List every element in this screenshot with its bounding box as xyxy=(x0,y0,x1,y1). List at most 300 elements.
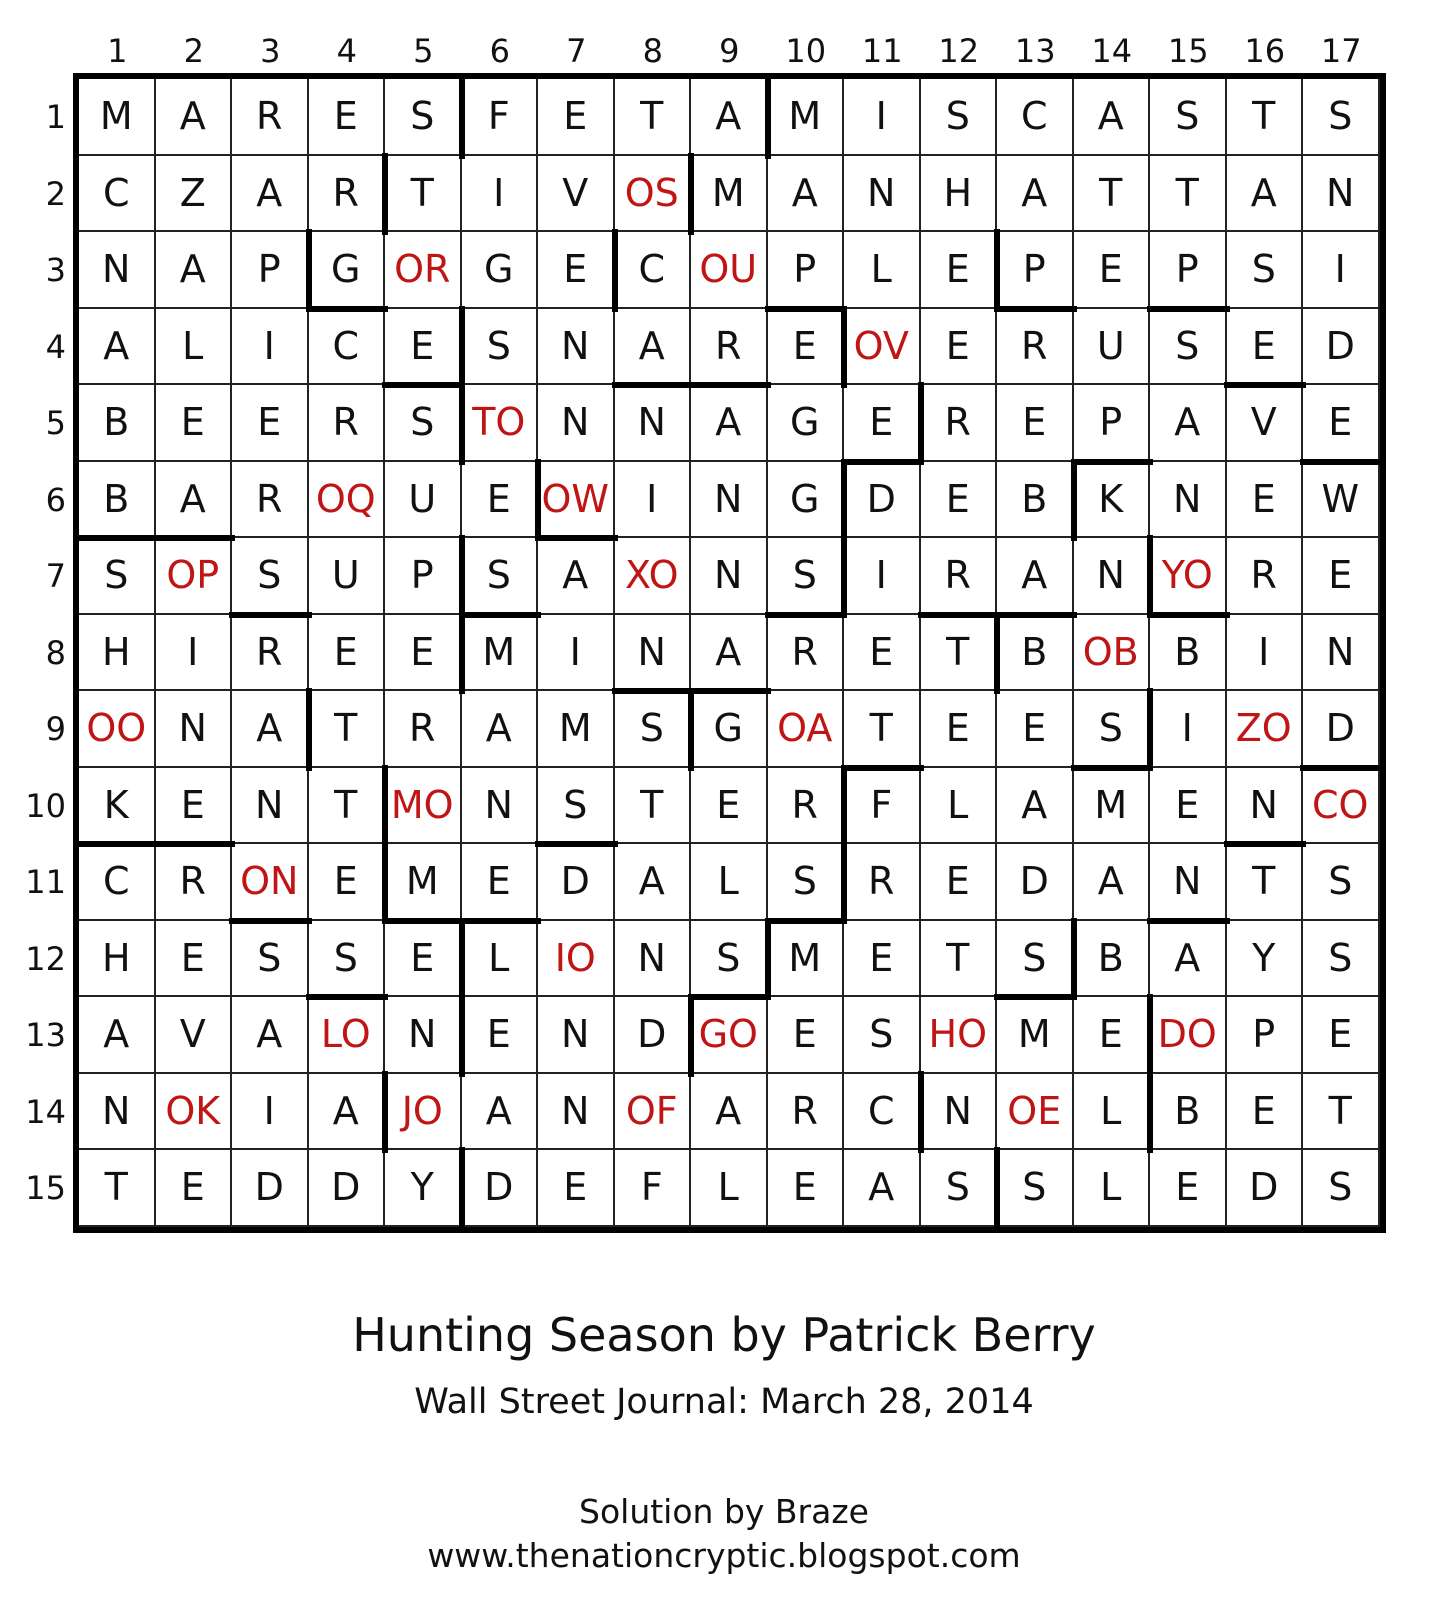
grid-cell: N xyxy=(1303,615,1380,692)
grid-cell: D xyxy=(997,844,1074,921)
thick-bar xyxy=(382,153,388,236)
grid-cell: P xyxy=(1074,385,1151,462)
grid-cell: OK xyxy=(156,1074,233,1151)
grid-cell: W xyxy=(1303,462,1380,539)
column-number: 8 xyxy=(642,32,663,70)
grid-cell: G xyxy=(768,462,845,539)
row-number: 2 xyxy=(45,174,66,213)
grid-cell: N xyxy=(232,768,309,845)
grid-cell: OS xyxy=(615,156,692,233)
thick-bar xyxy=(994,612,1077,618)
grid-cell: ON xyxy=(232,844,309,921)
grid-cell: N xyxy=(385,997,462,1074)
thick-bar xyxy=(994,612,1000,695)
grid-cell: A xyxy=(615,309,692,386)
grid-cell: HO xyxy=(921,997,998,1074)
thick-bar xyxy=(76,535,159,541)
grid-cell: N xyxy=(538,385,615,462)
grid-cell: V xyxy=(156,997,233,1074)
grid-cell: I xyxy=(1303,232,1380,309)
grid-cell: K xyxy=(1074,462,1151,539)
grid-cell: E xyxy=(462,997,539,1074)
grid-cell: E xyxy=(538,1150,615,1227)
thick-bar xyxy=(229,612,312,618)
row-number: 9 xyxy=(45,710,66,748)
grid-cell: D xyxy=(1303,309,1380,386)
thick-bar xyxy=(306,229,312,312)
grid-cell: N xyxy=(691,462,768,539)
grid-cell: T xyxy=(1074,156,1151,233)
grid-cell: OR xyxy=(385,232,462,309)
grid-cell: S xyxy=(1150,79,1227,156)
grid-cell: E xyxy=(538,232,615,309)
grid-cell: S xyxy=(538,768,615,845)
grid-cell: D xyxy=(615,997,692,1074)
grid-cell: M xyxy=(538,691,615,768)
grid-cell: MO xyxy=(385,768,462,845)
grid-cell: R xyxy=(232,79,309,156)
thick-bar xyxy=(1147,1071,1153,1154)
grid-cell: N xyxy=(1074,538,1151,615)
grid-cell: A xyxy=(309,1074,386,1151)
grid-cell: I xyxy=(462,156,539,233)
column-number: 7 xyxy=(566,32,587,70)
thick-bar xyxy=(1147,612,1230,618)
grid-cell: G xyxy=(768,385,845,462)
grid-cell: E xyxy=(232,385,309,462)
thick-bar xyxy=(306,994,389,1000)
grid-cell: H xyxy=(921,156,998,233)
grid-cell: A xyxy=(615,844,692,921)
column-number: 10 xyxy=(785,32,827,70)
grid-cell: Y xyxy=(1227,921,1304,998)
column-number: 13 xyxy=(1014,32,1056,70)
grid-cell: T xyxy=(385,156,462,233)
grid-cell: E xyxy=(385,615,462,692)
grid-cell: E xyxy=(1227,462,1304,539)
grid-cell: E xyxy=(921,232,998,309)
grid-cell: G xyxy=(691,691,768,768)
grid-cell: A xyxy=(1150,921,1227,998)
grid-cell: A xyxy=(462,691,539,768)
grid-cell: N xyxy=(615,615,692,692)
grid-cell: L xyxy=(921,768,998,845)
grid-cell: OF xyxy=(615,1074,692,1151)
grid-cell: U xyxy=(385,462,462,539)
grid-cell: E xyxy=(462,844,539,921)
grid-cell: L xyxy=(691,844,768,921)
puzzle-title: Hunting Season by Patrick Berry xyxy=(352,1308,1096,1362)
thick-bar xyxy=(306,306,389,312)
blog-url[interactable]: www.thenationcryptic.blogspot.com xyxy=(427,1536,1021,1575)
grid-cell: A xyxy=(79,309,156,386)
grid-cell: I xyxy=(615,462,692,539)
thick-bar xyxy=(1071,765,1154,771)
thick-bar xyxy=(1071,459,1077,542)
grid-cell: N xyxy=(615,385,692,462)
grid-cell: R xyxy=(691,309,768,386)
grid-cell: S xyxy=(462,309,539,386)
thick-bar xyxy=(765,76,771,159)
grid-cell: L xyxy=(1074,1074,1151,1151)
grid-cell: A xyxy=(1074,844,1151,921)
grid-cell: N xyxy=(615,921,692,998)
row-number: 13 xyxy=(25,1016,66,1054)
grid-cell: E xyxy=(1150,768,1227,845)
grid-cell: E xyxy=(385,921,462,998)
grid-cell: N xyxy=(156,691,233,768)
column-number: 14 xyxy=(1091,32,1133,70)
grid-cell: S xyxy=(385,79,462,156)
grid-cell: I xyxy=(844,79,921,156)
thick-bar xyxy=(918,612,1001,618)
grid-cell: E xyxy=(1074,232,1151,309)
grid-cell: E xyxy=(844,615,921,692)
thick-bar xyxy=(841,765,924,771)
grid-cell: S xyxy=(615,691,692,768)
grid-cell: C xyxy=(79,156,156,233)
thick-bar xyxy=(459,994,465,1077)
grid-cell: T xyxy=(1150,156,1227,233)
grid-cell: E xyxy=(1150,1150,1227,1227)
thick-bar xyxy=(841,535,847,618)
grid-cell: N xyxy=(538,1074,615,1151)
thick-bar xyxy=(535,459,541,542)
grid-cell: T xyxy=(615,79,692,156)
grid-cell: A xyxy=(232,156,309,233)
thick-bar xyxy=(765,918,848,924)
grid-cell: K xyxy=(79,768,156,845)
grid-cell: S xyxy=(385,385,462,462)
row-number: 3 xyxy=(45,251,66,289)
grid-cell: I xyxy=(1150,691,1227,768)
column-number: 2 xyxy=(183,32,204,70)
grid-cell: A xyxy=(691,79,768,156)
grid-cell: I xyxy=(538,615,615,692)
grid-cell: T xyxy=(921,615,998,692)
row-number: 5 xyxy=(45,404,66,442)
grid-cell: B xyxy=(79,462,156,539)
grid-cell: N xyxy=(921,1074,998,1151)
grid-cell: OB xyxy=(1074,615,1151,692)
solution-credit: Solution by Braze xyxy=(579,1492,869,1531)
grid-cell: V xyxy=(1227,385,1304,462)
grid-cell: T xyxy=(1227,844,1304,921)
thick-bar xyxy=(688,153,694,236)
grid-cell: D xyxy=(232,1150,309,1227)
grid-cell: S xyxy=(1303,1150,1380,1227)
grid-cell: I xyxy=(232,1074,309,1151)
grid-cell: R xyxy=(156,844,233,921)
grid-cell: E xyxy=(1227,309,1304,386)
grid-cell: B xyxy=(997,462,1074,539)
grid-cell: M xyxy=(79,79,156,156)
grid-cell: E xyxy=(156,921,233,998)
thick-bar xyxy=(153,535,236,541)
grid-cell: N xyxy=(1227,768,1304,845)
grid-cell: R xyxy=(844,844,921,921)
grid-cell: B xyxy=(1150,1074,1227,1151)
grid-cell: S xyxy=(1227,232,1304,309)
grid-cell: A xyxy=(462,1074,539,1151)
puzzle-source: Wall Street Journal: March 28, 2014 xyxy=(414,1382,1034,1422)
column-number: 15 xyxy=(1167,32,1209,70)
grid-cell: R xyxy=(921,385,998,462)
grid-cell: LO xyxy=(309,997,386,1074)
column-number: 9 xyxy=(719,32,740,70)
grid-cell: R xyxy=(232,462,309,539)
grid-cell: R xyxy=(768,615,845,692)
grid-cell: GO xyxy=(691,997,768,1074)
thick-bar xyxy=(688,688,771,694)
grid-cell: E xyxy=(768,309,845,386)
thick-bar xyxy=(306,688,312,771)
grid-cell: A xyxy=(997,156,1074,233)
grid-cell: T xyxy=(309,768,386,845)
thick-bar xyxy=(1071,918,1077,1001)
grid-cell: E xyxy=(1227,1074,1304,1151)
grid-cell: T xyxy=(309,691,386,768)
grid-cell: T xyxy=(921,921,998,998)
thick-bar xyxy=(612,382,695,388)
column-number: 4 xyxy=(336,32,357,70)
grid-cell: A xyxy=(232,691,309,768)
grid-cell: M xyxy=(691,156,768,233)
thick-bar xyxy=(841,765,847,848)
grid-cell: V xyxy=(538,156,615,233)
grid-cell: S xyxy=(768,538,845,615)
grid-cell: E xyxy=(538,79,615,156)
grid-cell: N xyxy=(462,768,539,845)
grid-cell: A xyxy=(691,1074,768,1151)
thick-bar xyxy=(1147,688,1153,771)
thick-bar xyxy=(918,1071,924,1154)
row-number: 1 xyxy=(45,98,66,136)
column-number: 5 xyxy=(413,32,434,70)
grid-cell: D xyxy=(1227,1150,1304,1227)
grid-cell: L xyxy=(691,1150,768,1227)
grid-cell: D xyxy=(538,844,615,921)
grid-cell: S xyxy=(921,79,998,156)
thick-bar xyxy=(918,382,924,465)
row-number: 8 xyxy=(45,633,66,672)
grid-cell: S xyxy=(232,921,309,998)
grid-cell: A xyxy=(997,768,1074,845)
grid-cell: S xyxy=(1074,691,1151,768)
thick-bar xyxy=(841,306,847,389)
thick-bar xyxy=(153,841,236,847)
grid-cell: E xyxy=(1303,997,1380,1074)
grid-cell: YO xyxy=(1150,538,1227,615)
grid-cell: G xyxy=(309,232,386,309)
grid-cell: ZO xyxy=(1227,691,1304,768)
grid-cell: S xyxy=(691,921,768,998)
column-number: 6 xyxy=(489,32,510,70)
grid-cell: C xyxy=(309,309,386,386)
grid-cell: E xyxy=(844,921,921,998)
grid-cell: P xyxy=(232,232,309,309)
grid-cell: B xyxy=(1150,615,1227,692)
thick-bar xyxy=(459,612,465,695)
grid-cell: OQ xyxy=(309,462,386,539)
grid-cell: S xyxy=(79,538,156,615)
grid-cell: T xyxy=(1303,1074,1380,1151)
grid-cell: XO xyxy=(615,538,692,615)
column-number: 11 xyxy=(861,32,903,70)
thick-bar xyxy=(459,535,465,618)
grid-cell: Y xyxy=(385,1150,462,1227)
column-number: 1 xyxy=(107,32,128,70)
column-number: 3 xyxy=(260,32,281,70)
thick-bar xyxy=(1147,918,1230,924)
thick-bar xyxy=(994,229,1000,312)
thick-bar xyxy=(994,994,1077,1000)
thick-bar xyxy=(382,1071,388,1154)
thick-bar xyxy=(688,688,694,771)
grid-cell: S xyxy=(1303,844,1380,921)
grid-cell: A xyxy=(156,232,233,309)
thick-bar xyxy=(1224,841,1307,847)
grid-cell: A xyxy=(1227,156,1304,233)
thick-bar xyxy=(1147,306,1230,312)
grid-cell: OP xyxy=(156,538,233,615)
grid-cell: A xyxy=(997,538,1074,615)
grid-cell: S xyxy=(921,1150,998,1227)
grid-cell: H xyxy=(79,921,156,998)
grid-cell: OU xyxy=(691,232,768,309)
row-number: 10 xyxy=(25,786,66,825)
grid-cell: B xyxy=(1074,921,1151,998)
thick-bar xyxy=(688,382,771,388)
grid-cell: P xyxy=(997,232,1074,309)
grid-cell: A xyxy=(1150,385,1227,462)
thick-bar xyxy=(229,918,312,924)
grid-cell: G xyxy=(462,232,539,309)
thick-bar xyxy=(688,994,771,1000)
grid-cell: E xyxy=(997,385,1074,462)
thick-bar xyxy=(1300,459,1383,465)
grid-cell: S xyxy=(1150,309,1227,386)
thick-bar xyxy=(1300,765,1383,771)
grid-cell: OV xyxy=(844,309,921,386)
grid-cell: E xyxy=(768,1150,845,1227)
thick-bar xyxy=(535,535,618,541)
grid-cell: E xyxy=(1303,385,1380,462)
grid-cell: A xyxy=(691,385,768,462)
grid-cell: T xyxy=(79,1150,156,1227)
grid-cell: E xyxy=(921,309,998,386)
grid-cell: E xyxy=(921,462,998,539)
thick-bar xyxy=(994,1147,1000,1230)
grid-cell: OO xyxy=(79,691,156,768)
grid-cell: S xyxy=(462,538,539,615)
thick-bar xyxy=(612,688,695,694)
grid-cell: S xyxy=(232,538,309,615)
grid-cell: C xyxy=(997,79,1074,156)
thick-bar xyxy=(76,841,159,847)
thick-bar xyxy=(459,76,465,159)
grid-cell: E xyxy=(309,79,386,156)
thick-bar xyxy=(459,1147,465,1230)
grid-cell: E xyxy=(768,997,845,1074)
grid-cell: M xyxy=(997,997,1074,1074)
grid-cell: OW xyxy=(538,462,615,539)
grid-cell: S xyxy=(309,921,386,998)
grid-cell: R xyxy=(997,309,1074,386)
grid-cell: A xyxy=(691,615,768,692)
grid-cell: T xyxy=(615,768,692,845)
grid-cell: I xyxy=(1227,615,1304,692)
grid-cell: L xyxy=(1074,1150,1151,1227)
grid-cell: B xyxy=(997,615,1074,692)
grid-cell: N xyxy=(538,997,615,1074)
crossword-grid xyxy=(73,73,1386,1233)
thick-bar xyxy=(459,918,542,924)
grid-cell: M xyxy=(768,79,845,156)
grid-cell: L xyxy=(844,232,921,309)
grid-cell: U xyxy=(309,538,386,615)
grid-cell: S xyxy=(1303,921,1380,998)
thick-bar xyxy=(765,918,771,1001)
grid-cell: R xyxy=(768,1074,845,1151)
grid-cell: P xyxy=(385,538,462,615)
grid-cell: A xyxy=(232,997,309,1074)
grid-cell: E xyxy=(921,691,998,768)
grid-cell: E xyxy=(309,615,386,692)
column-number: 12 xyxy=(938,32,980,70)
grid-cell: R xyxy=(232,615,309,692)
row-number: 15 xyxy=(25,1169,66,1207)
grid-cell: JO xyxy=(385,1074,462,1151)
grid-cell: Z xyxy=(156,156,233,233)
grid-cell: CO xyxy=(1303,768,1380,845)
grid-cell: E xyxy=(1303,538,1380,615)
thick-bar xyxy=(765,306,848,312)
grid-cell: S xyxy=(997,1150,1074,1227)
grid-cell: D xyxy=(844,462,921,539)
grid-cell: E xyxy=(385,309,462,386)
grid-cell: I xyxy=(232,309,309,386)
grid-cell: B xyxy=(79,385,156,462)
grid-cell: N xyxy=(1150,844,1227,921)
grid-cell: A xyxy=(156,462,233,539)
thick-bar xyxy=(459,612,542,618)
grid-cell: TO xyxy=(462,385,539,462)
grid-cell: E xyxy=(156,768,233,845)
grid-cell: E xyxy=(1074,997,1151,1074)
grid-cell: S xyxy=(1303,79,1380,156)
thick-bar xyxy=(765,612,848,618)
thick-bar xyxy=(1071,459,1154,465)
grid-cell: D xyxy=(1303,691,1380,768)
grid-cell: N xyxy=(691,538,768,615)
thick-bar xyxy=(459,382,465,465)
grid-cell: N xyxy=(79,1074,156,1151)
grid-cell: S xyxy=(844,997,921,1074)
row-number: 12 xyxy=(25,939,66,978)
row-number: 7 xyxy=(45,557,66,595)
grid-cell: A xyxy=(156,79,233,156)
thick-bar xyxy=(382,382,465,388)
grid-cell: N xyxy=(1303,156,1380,233)
grid-cell: T xyxy=(1227,79,1304,156)
grid-cell: E xyxy=(921,844,998,921)
grid-cell: R xyxy=(921,538,998,615)
grid-cell: A xyxy=(79,997,156,1074)
grid-cell: E xyxy=(156,385,233,462)
grid-cell: R xyxy=(385,691,462,768)
grid-cell: DO xyxy=(1150,997,1227,1074)
